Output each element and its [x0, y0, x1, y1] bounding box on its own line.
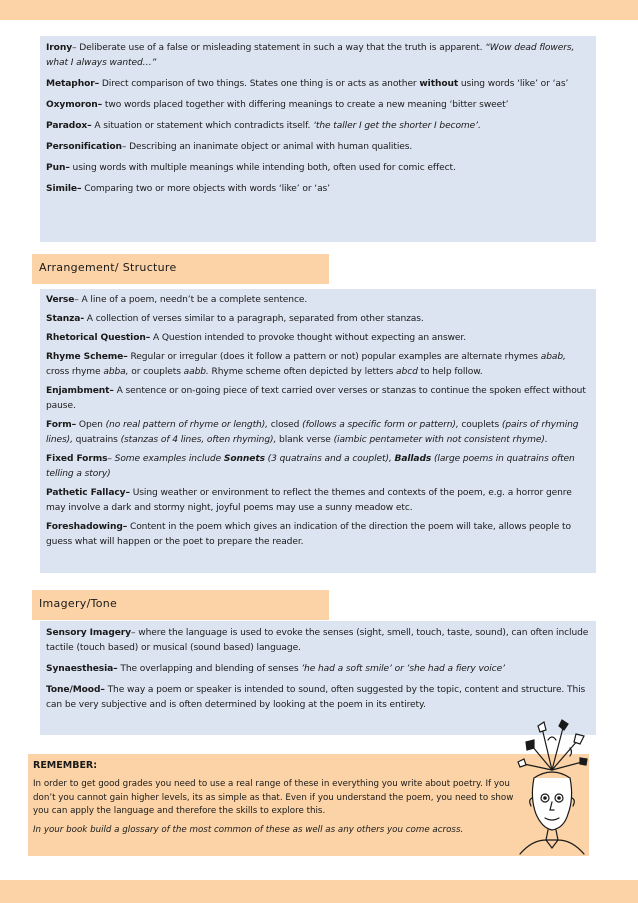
entry-metaphor: Metaphor– Direct comparison of two things. States one thing is or acts as another without using words ‘like’ or ‘as’ [46, 79, 569, 89]
entry-oxymoron: Oxymoron– two words placed together with differing meanings to create a new meaning ‘bitter sweet’ [46, 100, 509, 110]
remember-tip: In your book build a glossary of the most common of these as well as any others you come across. [33, 824, 464, 835]
remember-title: REMEMBER: [33, 760, 98, 771]
figurative-language-box [40, 36, 596, 242]
entry-pun: Pun– using words with multiple meanings while intending both, often used for comic effect. [46, 163, 456, 173]
entry-enjambment: Enjambment– A sentence or on-going piece of text carried over verses or stanzas to continue the spoken effect without pause. [46, 386, 586, 411]
entry-personification: Personification– Describing an inanimate object or animal with human qualities. [46, 142, 413, 152]
thinking-head-illustration [512, 718, 592, 858]
entry-pathetic-fallacy: Pathetic Fallacy– Using weather or environment to reflect the themes and contexts of the poem, e.g. a horror genre may involve a dark and stormy night, joyful poems may use a sunny meadow etc. [46, 488, 572, 513]
section-heading-arrangement: Arrangement/ Structure [32, 254, 329, 284]
entry-paradox: Paradox– A situation or statement which contradicts itself. ‘the taller I get the shorter I become’. [46, 121, 481, 131]
bottom-band [0, 880, 638, 903]
entry-sensory-imagery: Sensory Imagery– where the language is used to evoke the senses (sight, smell, touch, taste, sound), can often include tactile (touch based) or musical (sound based) language. [46, 628, 589, 653]
top-band [0, 0, 638, 20]
entry-simile: Simile– Comparing two or more objects with words ‘like’ or ‘as’ [46, 184, 330, 194]
entry-foreshadowing: Foreshadowing– Content in the poem which gives an indication of the direction the poem will take, allows people to guess what will happen or the poet to prepare the reader. [46, 522, 571, 547]
section-heading-imagery: Imagery/Tone [32, 590, 329, 620]
entry-tone-mood: Tone/Mood– The way a poem or speaker is intended to sound, often suggested by the topic, content and structure. This can be very subjective and is often determined by looking at the poem in its entirety. [46, 685, 586, 710]
remember-box [28, 754, 589, 856]
entry-synaesthesia: Synaesthesia– The overlapping and blending of senses ’he had a soft smile’ or ’she had a fiery voice’ [46, 664, 505, 674]
entry-irony: Irony– Deliberate use of a false or misleading statement in such a way that the truth is apparent. “Wow dead flowers, what I always wanted…” [46, 43, 575, 68]
remember-paragraph: In order to get good grades you need to use a real range of these in everything you write about poetry. If you don’t you cannot gain higher levels, its as simple as that. Even if you understand the poem, you need to show you can apply the language and therefore the skills to explore this. [33, 779, 514, 816]
structure-box [40, 289, 596, 573]
entry-rhetorical-question: Rhetorical Question– A Question intended to provoke thought without expecting an answer. [46, 333, 467, 343]
entry-stanza: Stanza- A collection of verses similar to a paragraph, separated from other stanzas. [46, 314, 424, 324]
entry-verse: Verse– A line of a poem, needn’t be a complete sentence. [46, 295, 308, 305]
entry-form: Form– Open (no real pattern of rhyme or length), closed (follows a specific form or pattern), couplets (pairs of rhyming lines), quatrains (stanzas of 4 lines, often rhyming), blank verse (iambic pentameter with not consistent rhyme). [46, 420, 579, 445]
entry-rhyme-scheme: Rhyme Scheme– Regular or irregular (does it follow a pattern or not) popular examples are alternate rhymes abab, cross rhyme abba, or couplets aabb. Rhyme scheme often depicted by letters abcd to help follow. [46, 352, 566, 377]
entry-fixed-forms: Fixed Forms– Some examples include Sonnets (3 quatrains and a couplet), Ballads (large poems in quatrains often telling a story) [46, 454, 575, 479]
